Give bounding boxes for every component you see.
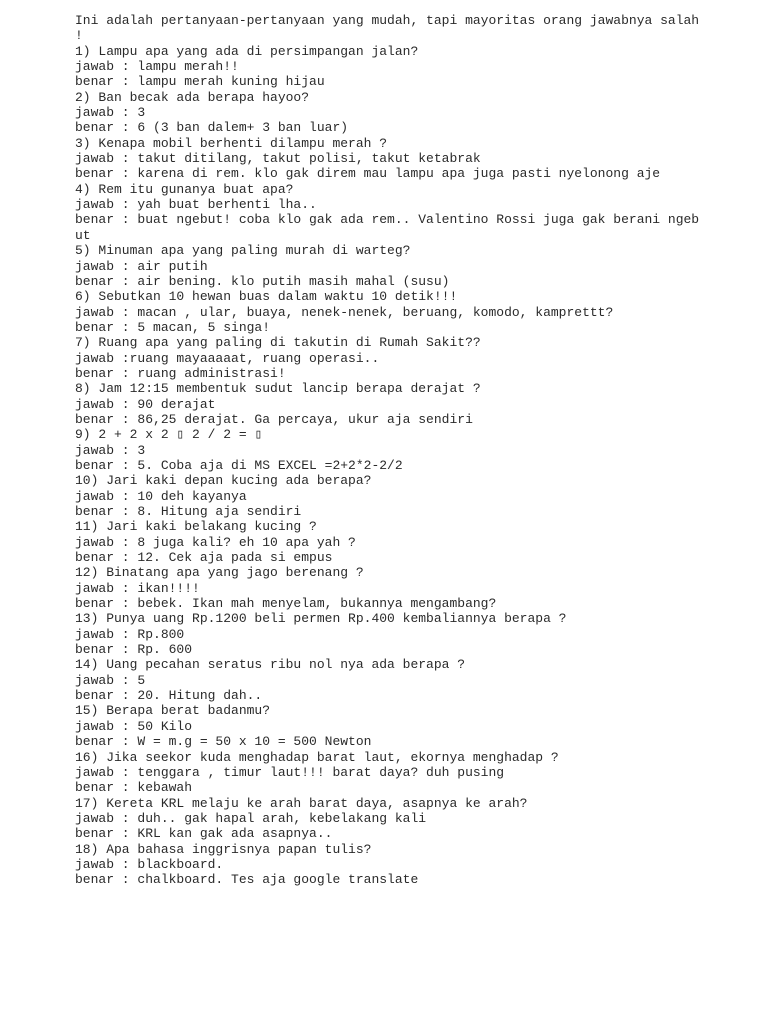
text-line: benar : 5 macan, 5 singa! (75, 319, 271, 335)
text-line: jawab : 50 Kilo (75, 718, 193, 734)
text-line: jawab : 90 derajat (75, 396, 216, 412)
text-line: 15) Berapa berat badanmu? (75, 703, 271, 719)
text-line: 12) Binatang apa yang jago berenang ? (75, 565, 364, 581)
text-line: benar : 86,25 derajat. Ga percaya, ukur aja sendiri (75, 411, 473, 427)
text-line: jawab : lampu merah!! (75, 59, 239, 75)
text-line: jawab : Rp.800 (75, 626, 185, 642)
text-line: benar : air bening. klo putih masih mahal (susu) (75, 273, 450, 289)
text-line: benar : 5. Coba aja di MS EXCEL =2+2*2-2/2 (75, 457, 403, 473)
text-line: jawab : 10 deh kayanya (75, 488, 247, 504)
text-line: 3) Kenapa mobil berhenti dilampu merah ? (75, 135, 388, 151)
text-line: 11) Jari kaki belakang kucing ? (75, 519, 317, 535)
text-line: benar : buat ngebut! coba klo gak ada rem.. Valentino Rossi juga gak berani ngeb (75, 212, 700, 228)
text-line: benar : Rp. 600 (75, 642, 193, 658)
text-line: benar : 8. Hitung aja sendiri (75, 504, 302, 519)
text-line: jawab : 3 (75, 105, 146, 121)
text-line: jawab : tenggara , timur laut!!! barat daya? duh pusing (75, 764, 505, 780)
text-line: jawab : 3 (75, 442, 146, 458)
text-line: 2) Ban becak ada berapa hayoo? (75, 89, 310, 105)
text-line: jawab : 8 juga kali? eh 10 apa yah ? (75, 534, 356, 550)
text-line: jawab : air putih (75, 258, 208, 274)
text-line: 6) Sebutkan 10 hewan buas dalam waktu 10 detik!!! (75, 289, 458, 305)
text-line: 1) Lampu apa yang ada di persimpangan jalan? (75, 43, 419, 59)
text-line: jawab : yah buat berhenti lha.. (75, 197, 317, 213)
text-line: jawab :ruang mayaaaaat, ruang operasi.. (75, 350, 380, 366)
text-line: 8) Jam 12:15 membentuk sudut lancip berapa derajat ? (75, 381, 481, 397)
document-text (75, 13, 755, 888)
text-line: 18) Apa bahasa inggrisnya papan tulis? (75, 841, 372, 857)
text-line: benar : kebawah (75, 780, 193, 796)
text-line: jawab : ikan!!!! (75, 580, 200, 596)
text-line: jawab : takut ditilang, takut polisi, takut ketabrak (75, 151, 481, 167)
text-line: benar : W = m.g = 50 x 10 = 500 Newton (75, 734, 372, 750)
text-line: 4) Rem itu gunanya buat apa? (75, 181, 294, 197)
text-line: jawab : duh.. gak hapal arah, kebelakang kali (75, 810, 427, 826)
text-line: 16) Jika seekor kuda menghadap barat laut, ekornya menghadap ? (75, 749, 559, 765)
text-line: Ini adalah pertanyaan-pertanyaan yang mudah, tapi mayoritas orang jawabnya salah (75, 13, 700, 28)
text-line: benar : 6 (3 ban dalem+ 3 ban luar) (75, 120, 349, 136)
text-line: benar : chalkboard. Tes aja google translate (75, 872, 419, 888)
text-line: 9) 2 + 2 x 2 ▯ 2 / 2 = ▯ (75, 427, 263, 443)
text-line: benar : 12. Cek aja pada si empus (75, 550, 333, 566)
text-line: benar : karena di rem. klo gak direm mau lampu apa juga pasti nyelonong aje (75, 166, 661, 182)
text-line: 10) Jari kaki depan kucing ada berapa? (75, 473, 372, 489)
text-line: ! (75, 28, 83, 44)
text-line: jawab : blackboard. (75, 856, 224, 872)
text-line: ut (75, 227, 91, 243)
text-line: benar : KRL kan gak ada asapnya.. (75, 826, 333, 842)
text-line: jawab : 5 (75, 672, 146, 688)
text-line: benar : lampu merah kuning hijau (75, 74, 325, 90)
text-line: benar : ruang administrasi! (75, 365, 286, 381)
text-line: 14) Uang pecahan seratus ribu nol nya ada berapa ? (75, 657, 466, 673)
text-line: 17) Kereta KRL melaju ke arah barat daya, asapnya ke arah? (75, 795, 528, 811)
text-line: 13) Punya uang Rp.1200 beli permen Rp.400 kembaliannya berapa ? (75, 611, 567, 627)
text-line: jawab : macan , ular, buaya, nenek-nenek, beruang, komodo, kamprettt? (75, 304, 614, 320)
text-line: benar : 20. Hitung dah.. (75, 688, 263, 704)
text-line: benar : bebek. Ikan mah menyelam, bukannya mengambang? (75, 596, 497, 612)
text-line: 5) Minuman apa yang paling murah di warteg? (75, 243, 411, 259)
text-line: 7) Ruang apa yang paling di takutin di Rumah Sakit?? (75, 335, 481, 351)
